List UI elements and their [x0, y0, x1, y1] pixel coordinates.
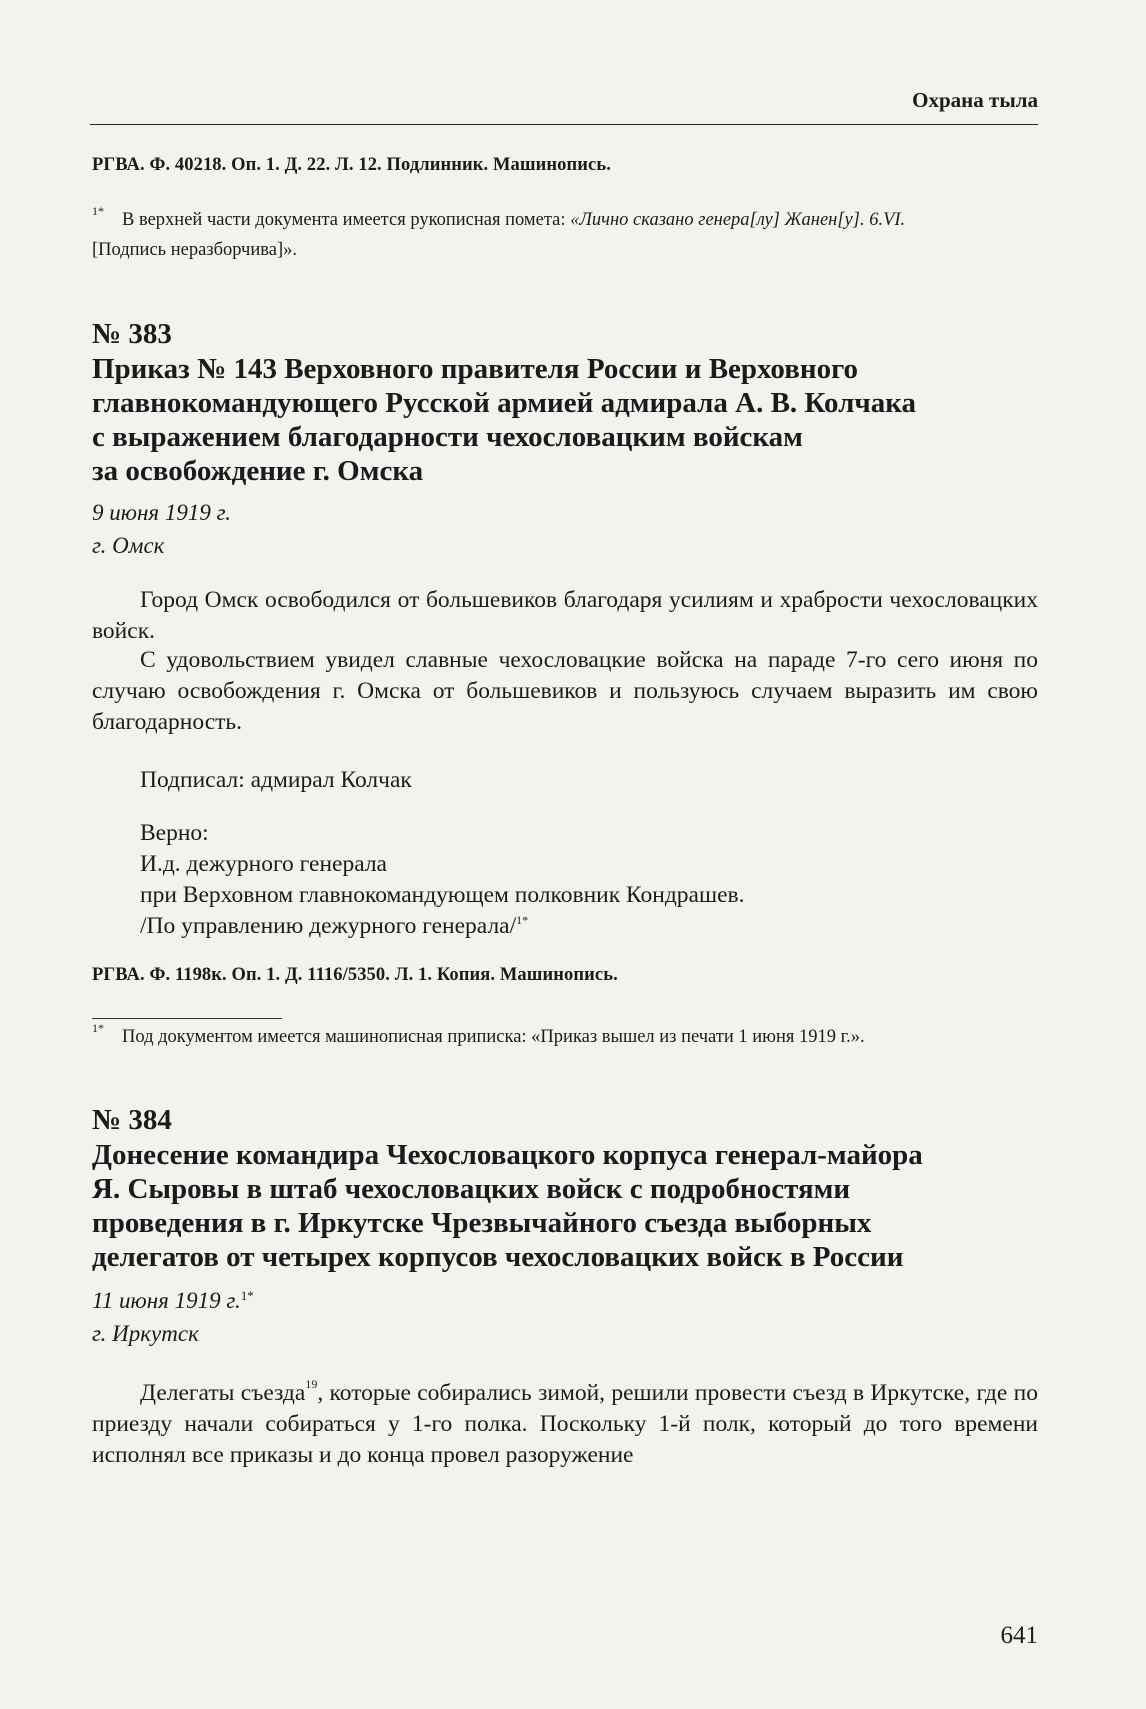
source-note-382: РГВА. Ф. 40218. Оп. 1. Д. 22. Л. 12. Подлинник. Машинопись.: [92, 155, 611, 175]
source-note-383: РГВА. Ф. 1198к. Оп. 1. Д. 1116/5350. Л. 1. Копия. Машинопись.: [92, 965, 618, 985]
title-line: Приказ № 143 Верховного правителя России и Верховного: [92, 353, 859, 385]
title-line: Я. Сыровы в штаб чехословацких войск с подробностями: [92, 1173, 851, 1205]
doc-date-383: 9 июня 1919 г.: [92, 500, 231, 525]
paragraph-384-1: Делегаты съезда$^{19}$, которые собирались зимой, решили провести съезд в Иркутске, где по приезду начали собираться у 1-го полка. Поскольку 1-й полк, который до того времени исполнял все приказы и до конца провел разоружение: [92, 1377, 1038, 1468]
footnote-382: [92, 205, 1038, 265]
footnote-ref: 1*: [516, 913, 529, 927]
paragraph-383-2: С удовольствием увидел славные чехословацкие войска на параде 7-го сего июня по случаю освобождения г. Омска от большевиков и пользуюсь случаем выразить им свою благодарность.: [92, 647, 1038, 735]
doc-title-383: [92, 352, 1038, 488]
doc-place-384: г. Иркутск: [92, 1321, 199, 1346]
signature-line: Верно:: [140, 820, 209, 846]
header-rule: [90, 124, 1038, 125]
doc-title-384: [92, 1138, 1038, 1274]
title-line: за освобождение г. Омска: [92, 455, 424, 487]
paragraph-383-1: Город Омск освободился от большевиков благодаря усилиям и храбрости чехословацких войск.: [92, 587, 1038, 644]
footnote-mark: 1*: [92, 1021, 104, 1035]
title-line: делегатов от четырех корпусов чехословацких войск в России: [92, 1241, 904, 1273]
signature-line: при Верховном главнокомандующем полковник Кондрашев.: [140, 882, 745, 908]
signature-line: Подписал: адмирал Колчак: [140, 767, 412, 793]
footnote-text: Под документом имеется машинописная приписка: «Приказ вышел из печати 1 июня 1919 г.».: [122, 1027, 865, 1047]
signature-line: И.д. дежурного генерала: [140, 851, 387, 877]
signature-line: /По управлению дежурного генерала/$^{1*}$: [140, 913, 529, 939]
doc-place-383: г. Омск: [92, 533, 165, 558]
running-head: Охрана тыла: [912, 88, 1038, 112]
footnote-mark: 1*: [92, 204, 104, 218]
doc-number-384: № 384: [92, 1104, 172, 1136]
title-line: главнокомандующего Русской армией адмирала А. В. Колчака: [92, 387, 917, 419]
doc-date-384: 11 июня 1919 г.$^{1*}$: [92, 1288, 254, 1313]
page-number: 641: [1000, 1622, 1038, 1649]
doc-number-383: № 383: [92, 318, 172, 350]
footnote-rule: [92, 1018, 282, 1019]
title-line: проведения в г. Иркутске Чрезвычайного съезда выборных: [92, 1207, 872, 1239]
title-line: Донесение командира Чехословацкого корпуса генерал-майора: [92, 1139, 923, 1171]
footnote-text-line2: [Подпись неразборчива]».: [92, 240, 297, 260]
footnote-ref: 1*: [240, 1288, 254, 1303]
footnote-italic-text: «Лично сказано генера[лу] Жанен[у]. 6.VI.: [570, 210, 906, 230]
footnote-text: В верхней части документа имеется рукописная помета:: [122, 210, 571, 230]
footnote-ref: 19: [305, 1377, 318, 1391]
title-line: с выражением благодарности чехословацким войскам: [92, 421, 803, 453]
footnote-383: [92, 1022, 1038, 1052]
